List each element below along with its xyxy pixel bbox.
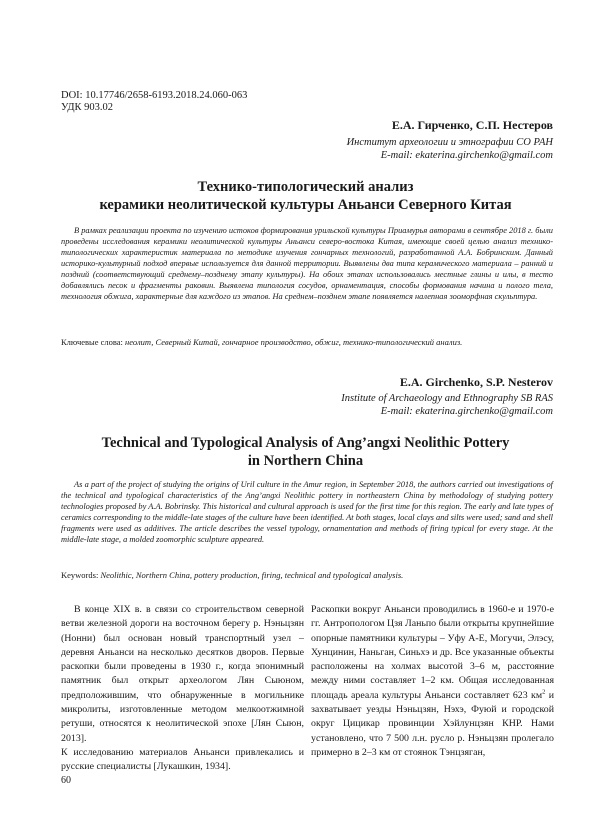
en-title-line2: in Northern China (247, 453, 364, 469)
article-meta (61, 90, 247, 114)
ru-keywords (61, 337, 553, 348)
en-abstract: As a part of the project of studying the origins of Uril culture in the Amur region, in September 2018, the authors carried out investigations of the technical and typological characteristics of the Ang’angxi Neolithic pottery in northeastern China by methodology of studying pottery technologies proposed by A.A. Bobrinsky. This historical and cultural approach is used for the first time for this region. The early and late types of ceramics corresponding to the middle-late stages of the culture have been identified. At both stages, local clays and silts were used; sand and shell fragments were used as additives. The article describes the vessel typology, ornamentation and methods of firing typical for every stage. At the middle-late stage, a molded zoomorphic sculpture appeared. (61, 480, 553, 544)
en-authors: E.A. Girchenko, S.P. Nesterov (399, 375, 553, 389)
udk-code: УДК 903.02 (61, 102, 114, 113)
ru-affiliation: Институт археологии и этнографии СО РАН (346, 137, 553, 148)
body-paragraph-3 (311, 603, 554, 760)
body-left-column (61, 603, 304, 775)
doi: DOI: 10.17746/2658-6193.2018.24.060-063 (61, 90, 248, 101)
body-text-pre: Раскопки вокруг Аньанси проводились в 1960-е и 1970-е гг. Антропологом Цзя Ланьпо были открыты крупнейшие опорные памятники культуры – Уфу А-Е, Могучи, Элэсу, Хунцинин, Наньган, Синьхэ и др. Все указанные объекты расположены на холмах высотой 3–6 м, расстояние между ними составляет 1–2 км. Общая исследованная площадь ареала культуры Аньанси составляет 623 км (311, 604, 554, 701)
en-keywords-label: Keywords: (61, 570, 99, 580)
ru-email: E-mail: ekaterina.girchenko@gmail.com (380, 150, 553, 161)
ru-keywords-label: Ключевые слова: (61, 337, 123, 347)
page-number: 60 (61, 775, 71, 786)
ru-keywords-list: неолит, Северный Китай, гончарное производство, обжиг, технико-типологический анализ. (125, 337, 463, 347)
en-affiliation-block (341, 392, 553, 418)
ru-affiliation-block (347, 136, 553, 162)
body-paragraph-1: В конце XIX в. в связи со строительством северной ветви железной дороги на восточном берегу р. Нэньцзян (Нонни) был основан новый транспортный узел – деревня Аньанси на несколько десятков дворов. Первые раскопки были проведены в 1930 г., когда эпонимный памятник был открыт археологом Лян Сыюном, предположившим, что обнаруженные в могильнике микролиты, изготовленные методом мелкоотжимной ретуши, относятся к неолитической эпохе [Лян Сыюн, 2013]. (61, 604, 304, 744)
en-keywords (61, 570, 553, 581)
body-right-column (311, 603, 554, 760)
body-paragraph-2: К исследованию материалов Аньанси привлекались и русские специалисты [Лукашкин, 1934]. (61, 746, 304, 773)
en-title (50, 434, 561, 470)
en-email: E-mail: ekaterina.girchenko@gmail.com (380, 406, 553, 417)
ru-title (50, 178, 561, 214)
ru-authors: Е.А. Гирченко, С.П. Нестеров (391, 118, 553, 132)
body-text-post: и захватывает уезды Нэньцзян, Нэхэ, Фуюй и городской округ Цицикар провинции Хэйлунцзян КНР. Нами установлено, что 7 500 л.н. русло р. Нэньцзян пролегало примерно в 2–3 км от стоянок Тэнцзяган, (311, 689, 554, 758)
en-keywords-list: Neolithic, Northern China, pottery production, firing, technical and typological analysis. (100, 570, 404, 580)
ru-title-line1: Технико-типологический анализ (197, 179, 414, 195)
en-affiliation: Institute of Archaeology and Ethnography SB RAS (341, 393, 553, 404)
ru-title-line2: керамики неолитической культуры Аньанси Северного Китая (99, 197, 512, 213)
superscript: 2 (542, 688, 546, 696)
ru-abstract: В рамках реализации проекта по изучению истоков формирования урильской культуры Приамурья авторами в сентябре 2018 г. были проведены исследования керамики неолитической культуры Аньанси северо-востока Китая, имеющие своей целью анализ технико-типологических характеристик материала по методике изучения гончарных технологий, разработанной А.А. Бобринским. Данный историко-культурный подход впервые используется для данной территории. Выявлены два типа керамического материала – ранний и поздний (соответствующий среднему–позднему этапу культуры). На обоих этапах использовались местные глины и илы, в тесто добавлялись песок и фрагменты раковин. Выявлена типология сосудов, орнаментация, способы формования начина и полого тела, технология обжига, характерные для каждого из этапов. На среднем–позднем этапе появляется налепная зооморфная скульптура. (61, 226, 553, 301)
en-title-line1: Technical and Typological Analysis of Ang’angxi Neolithic Pottery (101, 435, 510, 451)
